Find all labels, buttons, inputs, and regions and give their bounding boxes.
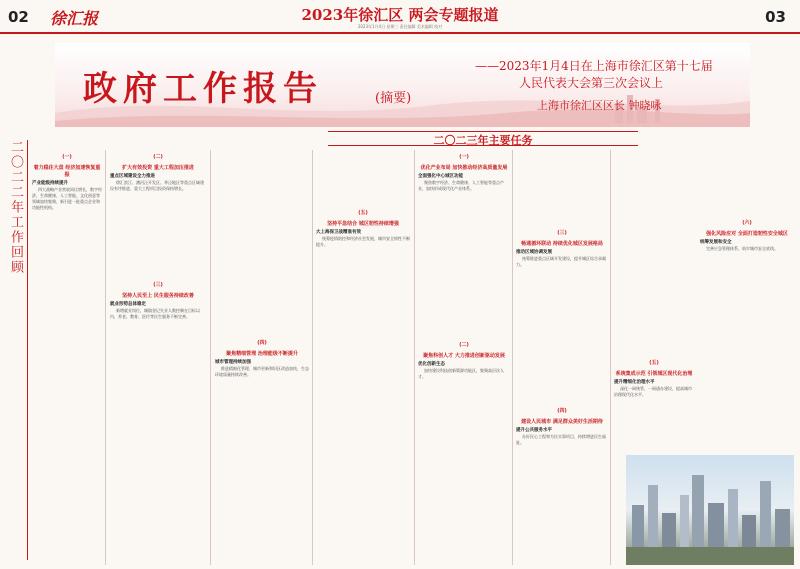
report-banner — [55, 43, 750, 127]
subsection-title: 优化创新生态 — [418, 362, 445, 367]
special-report-title: 2023年徐汇区 两会专题报道 — [301, 6, 499, 24]
body-text: 聚焦数字经济、生命健康、人工智能等重点产业，加快形成现代化产业体系。 — [418, 180, 504, 191]
meeting-line-1: ——2023年1月4日在上海市徐汇区第十七届 — [475, 59, 713, 73]
article-column — [32, 150, 102, 565]
body-text: 办好民心工程和为民实事项目，持续增进民生福祉。 — [516, 434, 606, 445]
section-title: 聚焦精细管理 治理能级不断提升 — [226, 351, 298, 357]
subsection-title: 提升公共服务水平 — [516, 428, 552, 433]
section-number: (四) — [557, 408, 567, 414]
article-column — [418, 150, 510, 565]
column-divider — [105, 150, 106, 565]
article-column — [316, 150, 410, 565]
header-subline: 2023年1月4日 星期三 责任编辑 美术编辑 校对 — [357, 24, 443, 29]
body-text: 推进精细化管理，城市更新和旧区改造加快，生态环境质量持续改善。 — [215, 366, 309, 377]
subsection-title: 大上海保卫战精准有效 — [316, 230, 361, 235]
section-title: 建设人民城市 满足群众美好生活期待 — [521, 419, 603, 425]
subsection-title: 统筹发展和安全 — [700, 240, 732, 245]
side-divider — [27, 140, 28, 560]
column-divider — [312, 150, 313, 565]
page-number-left: 02 — [8, 8, 29, 26]
section-title: 坚持平急结合 城区韧性持续增强 — [327, 221, 399, 227]
column-divider — [414, 150, 415, 565]
subsection-title: 城市管理持续加强 — [215, 360, 251, 365]
section-number: (一) — [459, 154, 469, 160]
page-header — [0, 0, 800, 34]
section-number: (五) — [649, 360, 659, 366]
skyline-icon — [626, 455, 794, 565]
body-text: 统筹推进重点区域开发建设，提升城区综合承载力。 — [516, 256, 606, 267]
page-number-right: 03 — [765, 8, 786, 26]
column-divider — [512, 150, 513, 565]
section-title: 强化风险应对 全面打造韧性安全城区 — [706, 231, 788, 237]
subsection-title: 提升精细化治理水平 — [614, 380, 655, 385]
section-title: 着力稳住大盘 经济加速恢复重振 — [33, 165, 101, 178]
side-section-label: 二〇二二年工作回顾 — [8, 140, 23, 275]
section-title: 优化产业布局 加快推动经济高质量发展 — [420, 165, 508, 171]
newspaper-logo: 徐汇报 — [50, 9, 99, 28]
section-number: (五) — [358, 210, 368, 216]
subsection-title: 全面强化中心城区功能 — [418, 174, 463, 179]
column-divider — [610, 150, 611, 565]
column-divider — [210, 150, 211, 565]
section-number: (四) — [257, 340, 267, 346]
section-number: (二) — [459, 342, 469, 348]
section-number: (一) — [62, 154, 72, 160]
article-column — [700, 150, 794, 450]
section-title: 聚焦科创人才 大力推进创新驱动发展 — [423, 353, 505, 359]
section-number: (二) — [153, 154, 163, 160]
subsection-title: 重点区域建设全力推进 — [110, 174, 155, 179]
article-column — [110, 150, 206, 565]
article-column — [215, 150, 309, 565]
article-column — [614, 150, 694, 450]
meeting-line-2: 人民代表大会第三次会议上 — [519, 76, 664, 90]
subsection-title: 推动区域协调发展 — [516, 250, 552, 255]
section-number: (三) — [557, 230, 567, 236]
section-title: 畅通循环联动 持续优化城区发展格局 — [521, 241, 603, 247]
body-text: 统筹疫情防控和经济社会发展，城市安全韧性不断提升。 — [316, 236, 410, 247]
section-title: 系统集成示范 引领城区现代化治理 — [615, 371, 693, 377]
section-number: (六) — [742, 220, 752, 226]
subsection-title: 产业能级持续提升 — [32, 181, 68, 186]
body-text: 徐汇滨江、漕河泾开发区、华泾地区等重点区域建设有序推进，重大工程项目投资保持增长。 — [110, 180, 204, 191]
article-column — [516, 150, 608, 565]
city-skyline-photo — [626, 455, 794, 565]
body-text: 加快建设科技创新策源功能区，集聚高层次人才。 — [418, 368, 504, 379]
section-number: (三) — [153, 282, 163, 288]
subsection-title: 就业形势总体稳定 — [110, 302, 146, 307]
report-abstract-tag: (摘要) — [375, 91, 412, 106]
section-title: 坚持人民至上 民生服务持续改善 — [122, 293, 194, 299]
section-title: 扩大有效投资 重大工程加压推进 — [122, 165, 194, 171]
report-author: 上海市徐汇区区长 钟晓咏 — [537, 99, 662, 112]
body-text: 深化一网统管、一网通办建设，提高城市治理现代化水平。 — [614, 386, 692, 397]
body-text: 完善应急管理体系，筑牢城市安全底线。 — [706, 246, 778, 251]
main-tasks-heading: 二〇二三年主要任务 — [328, 131, 638, 146]
report-title: 政府工作报告 — [83, 69, 323, 109]
body-text: 四大战略产业营收同比增长，数字经济、生命健康、人工智能、文化创意等领域加快集聚，新引进一批重点企业和功能性机构。 — [32, 187, 102, 210]
body-text: 新增就业岗位，城镇登记失业人数控制在目标以内，养老、教育、医疗等民生服务不断完善。 — [110, 308, 200, 319]
